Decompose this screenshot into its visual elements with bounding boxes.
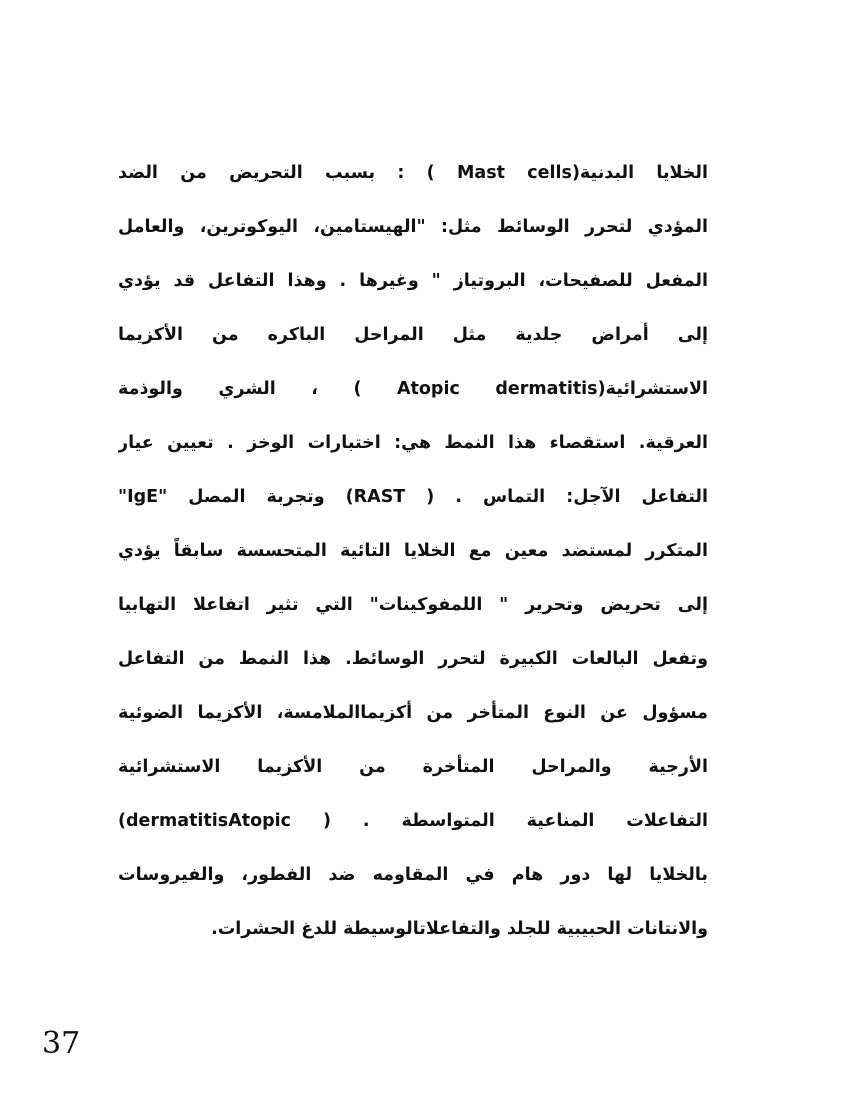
paragraph-line: "IgE" وتجربة المصل (RAST ) . التفاعل الآجل: التماس [118,487,708,507]
paragraph-line: إلى تحريض وتحرير " اللمفوكينات" التي تثير اتفاعلا التهابيا [118,595,708,615]
paragraph-line: المتكرر لمستضد معين مع الخلايا التائية المتحسسة سابقاً يؤدي [118,541,708,561]
paragraph-line: الأرجية والمراحل المتأخرة من الأكزيما الاستشرائية [118,757,708,777]
paragraph-line: العرقية. استقصاء هذا النمط هي: اختبارات الوخز . تعيين عيار [118,433,708,453]
paragraph-line: وتفعل البالعات الكبيرة لتحرر الوسائط. هذا النمط من التفاعل [118,649,708,669]
paragraph-line: (dermatitisAtopic ) . التفاعلات المناعية المتواسطة [118,811,708,831]
paragraph-line: إلى أمراض جلدية مثل المراحل الباكره من الأكزيما [118,325,708,345]
paragraph-line: الاستشرائية(Atopic dermatitis ) ، الشري والوذمة [118,379,708,399]
paragraph-line: والانتانات الحبيبية للجلد والتفاعلاتالوسيطة للدغ الحشرات. [211,919,708,939]
paragraph-line: بالخلايا لها دور هام في المقاومه ضد الفطور، والفيروسات [118,865,708,885]
body-paragraph [118,148,708,958]
paragraph-line: المؤدي لتحرر الوسائط مثل: "الهيستامين، اليوكوترين، والعامل [118,217,708,237]
paragraph-line: مسؤول عن النوع المتأخر من أكزيماالملامسة، الأكزيما الضوئية [118,703,708,723]
paragraph-line: الخلايا البدنية(Mast cells ) : بسبب التحريض من الضد [118,163,708,183]
page-number: 37 [42,1026,81,1061]
paragraph-line: المفعل للصفيحات، البروتياز " وغيرها . وهذا التفاعل قد يؤدي [118,271,708,291]
